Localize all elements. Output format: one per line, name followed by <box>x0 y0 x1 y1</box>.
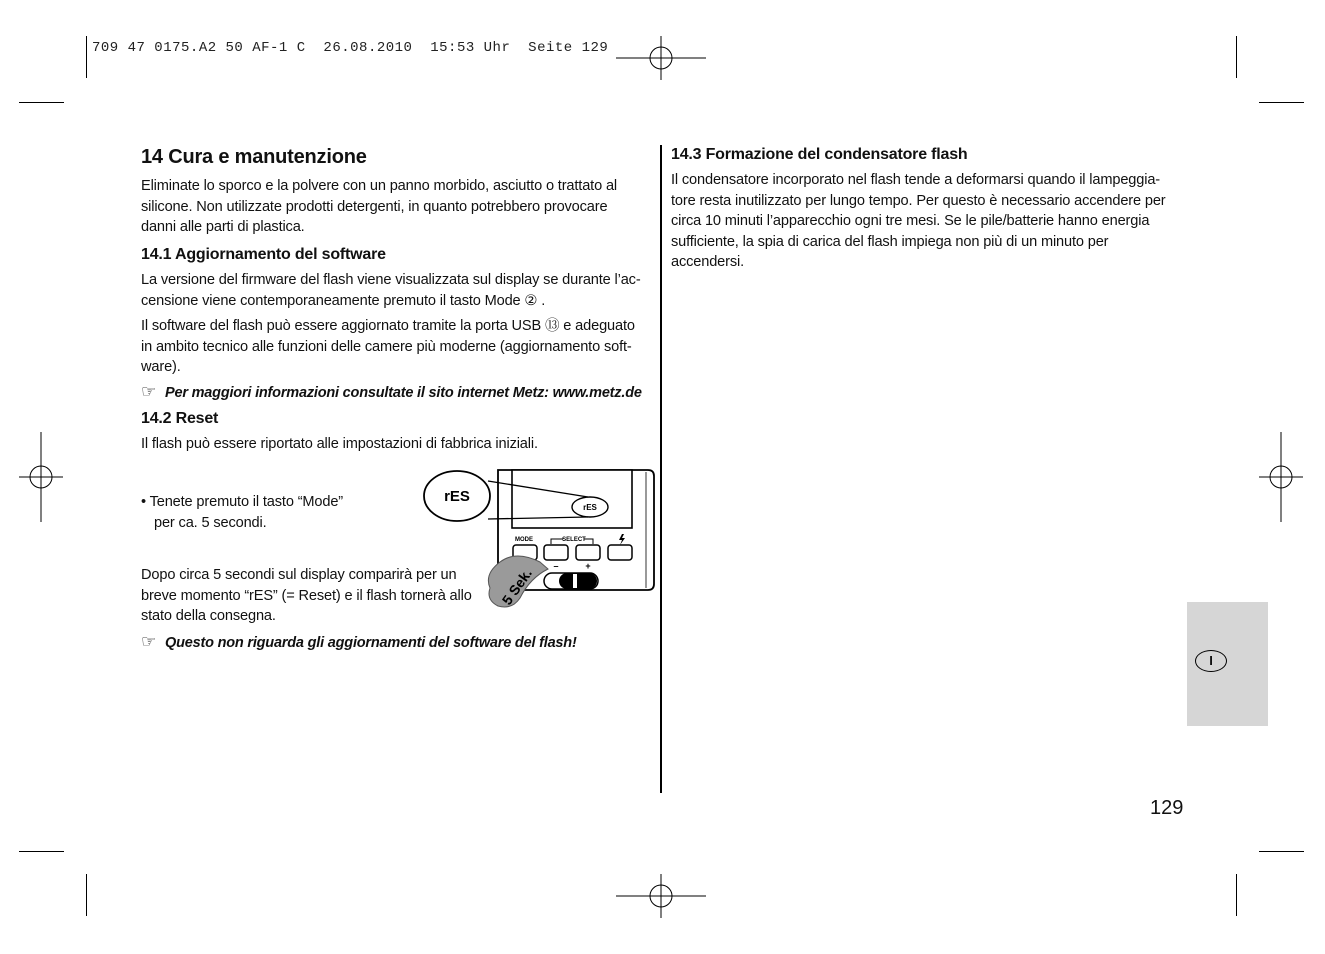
text-line: tore resta inutilizzato per lungo tempo. Per questo è necessario accendere per <box>671 192 1166 209</box>
display-res-text: rES <box>583 503 597 512</box>
crop-mark <box>1259 851 1304 852</box>
text-line: Il software del flash può essere aggiornato tramite la porta USB ⑬ e adeguato <box>141 318 635 334</box>
lcd-display <box>512 470 632 528</box>
registration-mark-right <box>1259 432 1303 522</box>
text-line: in ambito tecnico alle funzioni delle camere più moderne (aggiornamento soft- <box>141 338 632 355</box>
text-line: Eliminate lo sporco e la polvere con un panno morbido, asciutto o trattato al <box>141 178 618 194</box>
registration-mark-bottom <box>616 874 706 918</box>
language-tab <box>1187 602 1268 726</box>
crop-mark <box>19 102 64 103</box>
minus-label: – <box>553 561 559 571</box>
section-14-2-intro: Il flash può essere riportato alle impostazioni di fabbrica iniziali. <box>141 436 538 452</box>
text-line: La versione del firmware del flash viene visualizzata sul display se durante l’ac- <box>141 272 641 288</box>
section-14-3-body <box>671 170 1166 273</box>
section-14-2-title: 14.2 Reset <box>141 410 219 427</box>
section-14-intro <box>141 176 617 238</box>
language-indicator: I <box>1195 650 1227 672</box>
note-text: Questo non riguarda gli aggiornamenti del software del flash! <box>165 635 577 651</box>
text-line: accendersi. <box>671 254 744 270</box>
select-minus-button <box>544 545 568 560</box>
text-line: breve momento “rES” (= Reset) e il flash tornerà allo <box>141 587 472 604</box>
select-plus-button <box>576 545 600 560</box>
flash-rear-panel-figure <box>420 466 658 616</box>
text-line: • Tenete premuto il tasto “Mode” <box>141 494 344 510</box>
crop-mark <box>1259 102 1304 103</box>
text-line: danni alle parti di plastica. <box>141 219 305 235</box>
crop-mark <box>19 851 64 852</box>
crop-mark <box>1236 36 1237 78</box>
pointing-hand-icon: ☞ <box>141 382 157 401</box>
crop-mark <box>1236 874 1237 916</box>
text-line: Il condensatore incorporato nel flash tende a deformarsi quando il lampeggia- <box>671 172 1160 188</box>
text-line: circa 10 minuti l’apparecchio ogni tre mesi. Se le pile/batterie hanno energia <box>671 213 1150 229</box>
section-14-1-note <box>141 382 642 402</box>
section-14-2-note <box>141 632 577 652</box>
crop-mark <box>86 36 87 78</box>
registration-mark-top <box>616 36 706 80</box>
text-line: Dopo circa 5 secondi sul display comparirà per un <box>141 567 457 583</box>
section-14-3-title: 14.3 Formazione del condensatore flash <box>671 146 968 163</box>
section-14-title: 14 Cura e manutenzione <box>141 146 367 168</box>
crop-mark <box>86 874 87 916</box>
pointing-hand-icon: ☞ <box>141 632 157 651</box>
text-line: sufficiente, la spia di carica del flash impiega non più di un minuto per <box>671 233 1109 250</box>
text-line: stato della consegna. <box>141 608 276 624</box>
text-line: censione viene contemporaneamente premuto il tasto Mode ② . <box>141 292 546 309</box>
select-label: SELECT <box>562 537 586 543</box>
note-text: Per maggiori informazioni consultate il sito internet Metz: www.metz.de <box>165 385 642 401</box>
flash-button <box>608 545 632 560</box>
section-14-1-title: 14.1 Aggiornamento del software <box>141 246 386 263</box>
mode-label: MODE <box>515 537 533 543</box>
text-line: per ca. 5 secondi. <box>154 514 267 531</box>
section-14-1-para2 <box>141 316 635 378</box>
section-14-2-bullet <box>141 492 343 533</box>
power-switch-knob <box>559 573 597 589</box>
section-14-1-para1 <box>141 270 641 311</box>
print-header: 709 47 0175.A2 50 AF-1 C 26.08.2010 15:53 Uhr Seite 129 <box>92 40 609 56</box>
text-line: silicone. Non utilizzate prodotti detergenti, in quanto potrebbero provocare <box>141 198 608 215</box>
page-number: 129 <box>1150 797 1184 819</box>
plus-label: + <box>585 561 591 571</box>
registration-mark-left <box>19 432 63 522</box>
timer-label: 5 Sek. <box>498 565 535 608</box>
column-divider <box>660 145 662 793</box>
text-line: ware). <box>141 359 181 375</box>
callout-text: rES <box>444 488 470 505</box>
